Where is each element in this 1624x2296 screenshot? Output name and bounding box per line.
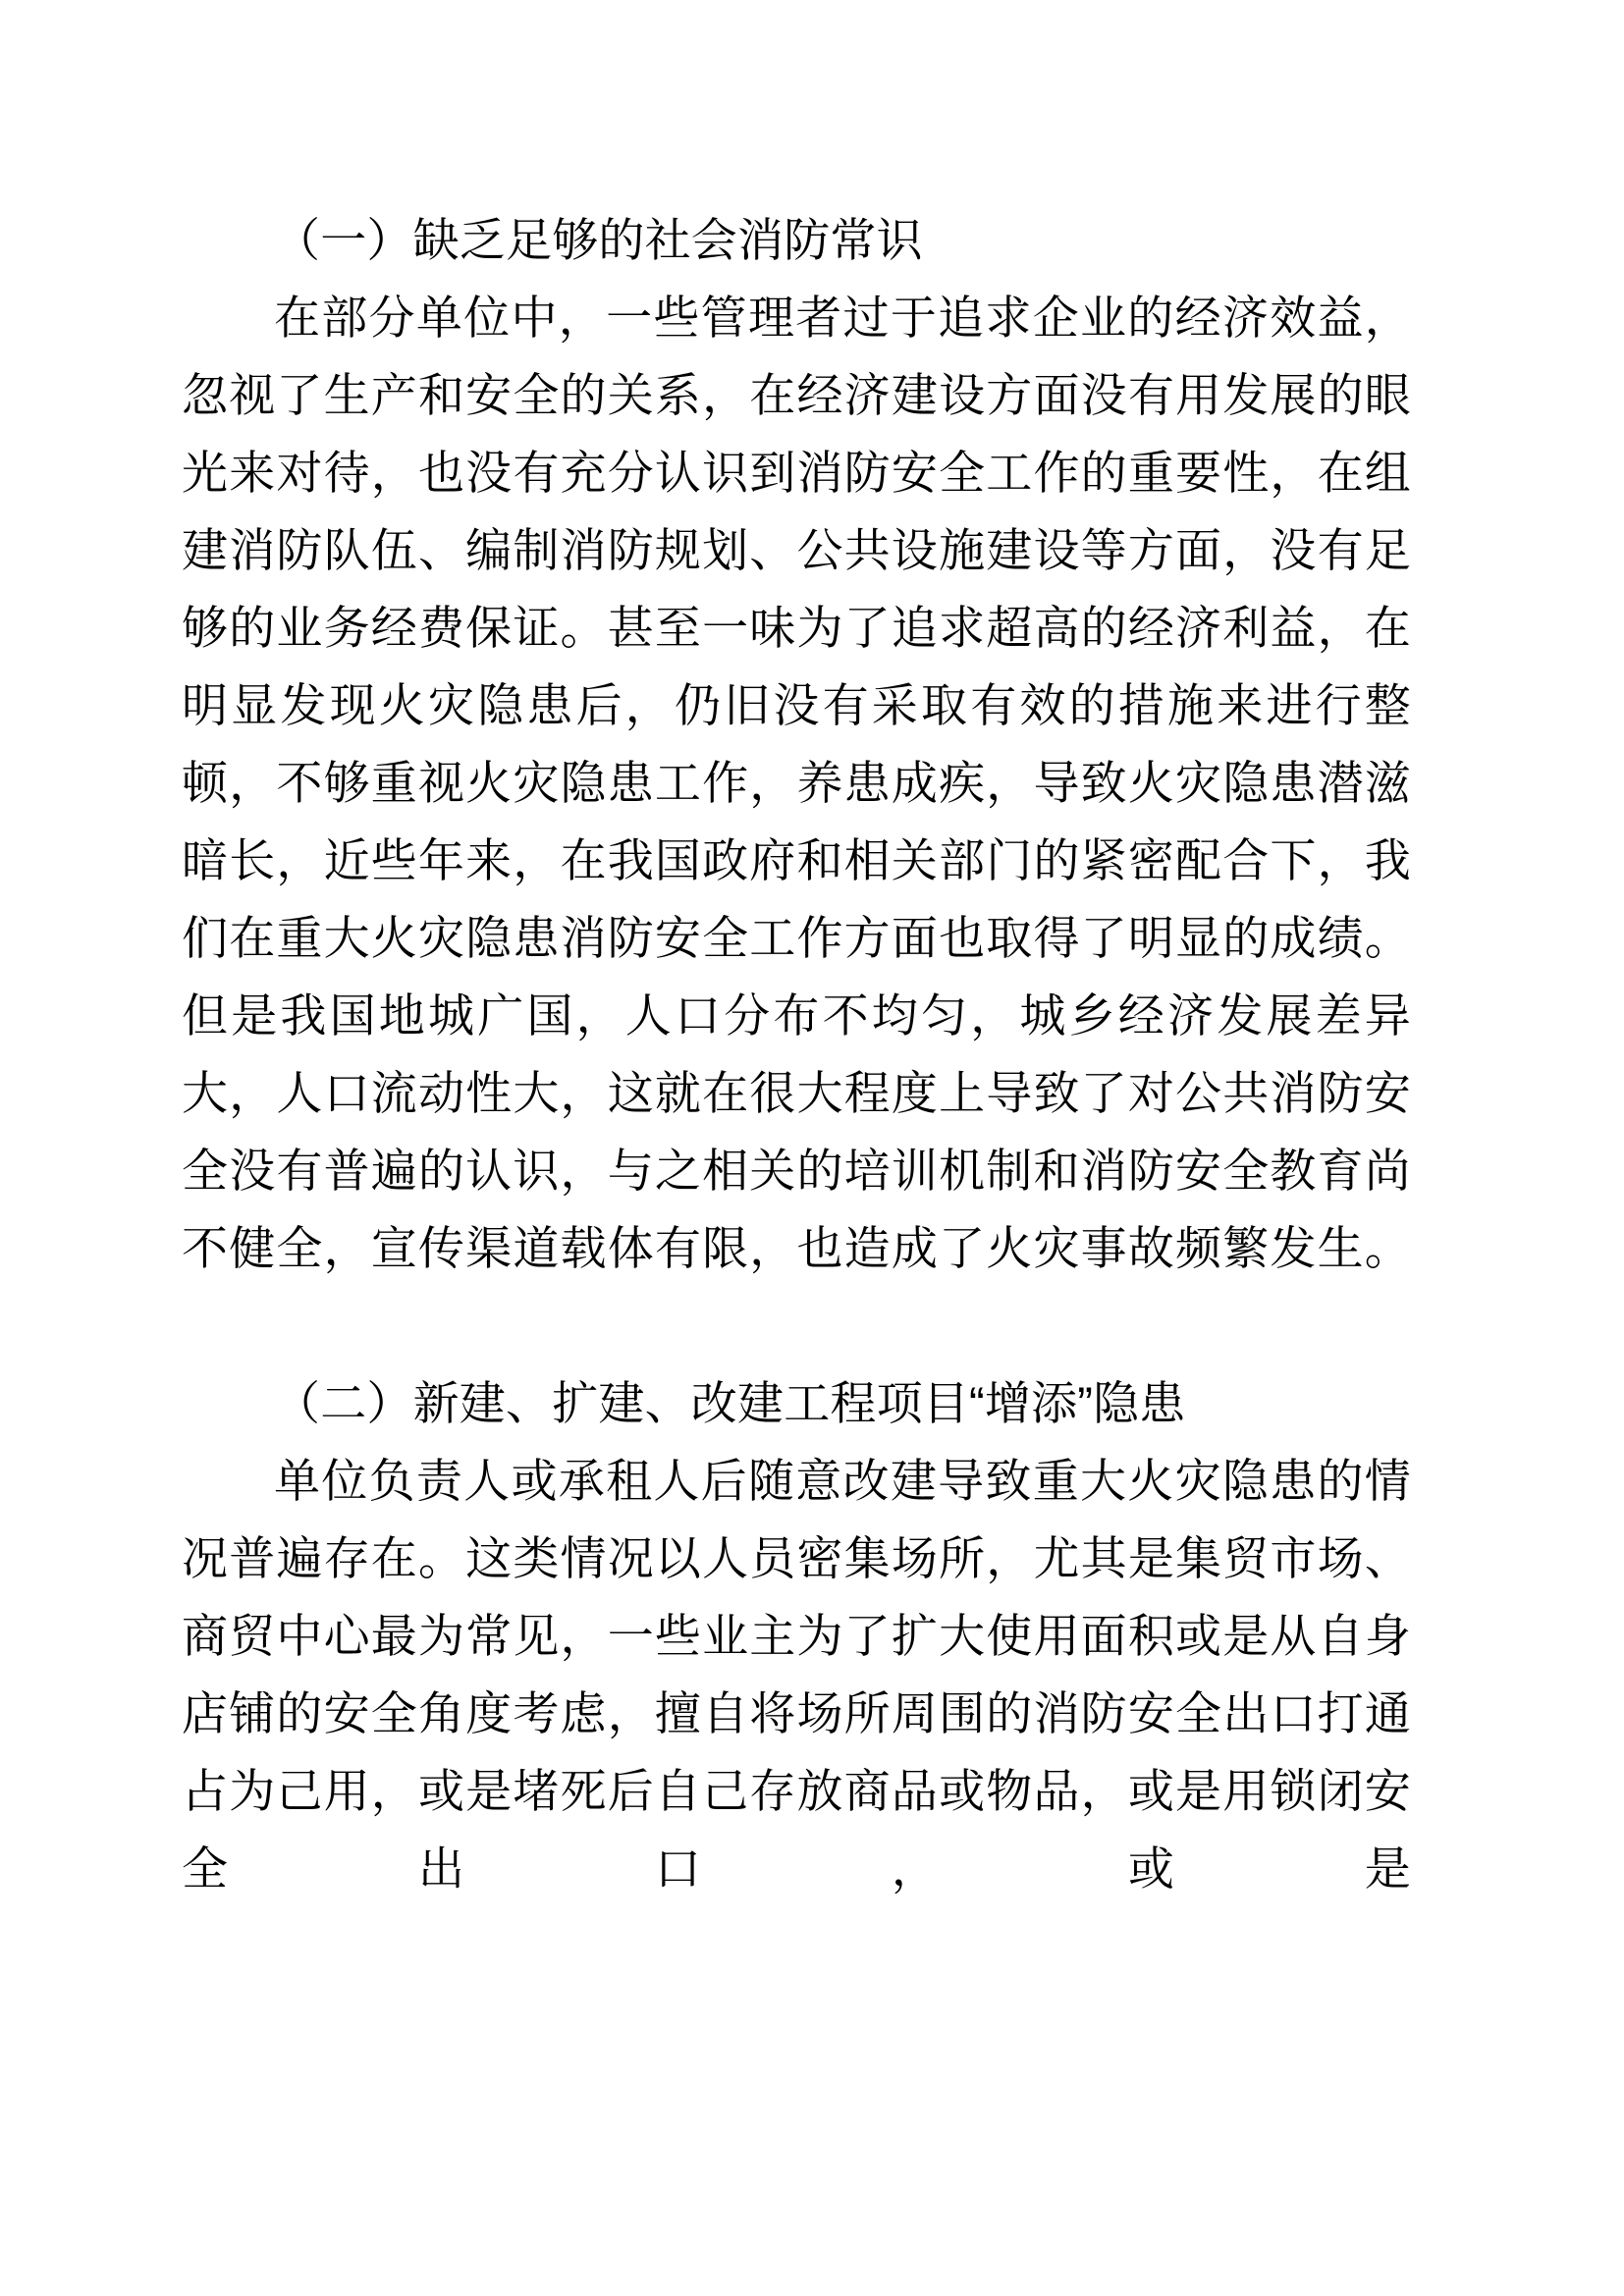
section-heading-one: （一）缺乏足够的社会消防常识 (274, 214, 923, 266)
document-text-column (182, 201, 1411, 1985)
section-two-paragraph: 单位负责人或承租人后随意改建导致重大火灾隐患的情况普遍存在。这类情况以人员密集场所，尤其是集贸市场、商贸中心最为常见，一些业主为了扩大使用面积或是从自身店铺的安全角度考虑，擅自将场所周围的消防安全出口打通占为己用，或是堵死后自己存放商品或物品，或是用锁闭安全出口，或是 (182, 1455, 1411, 1895)
section-heading-two: （二）新建、扩建、改建工程项目“增添”隐患 (274, 1377, 1186, 1429)
section-one-paragraph: 在部分单位中，一些管理者过于追求企业的经济效益，忽视了生产和安全的关系，在经济建设方面没有用发展的眼光来对待，也没有充分认识到消防安全工作的重要性，在组建消防队伍、编制消防规划、公共设施建设等方面，没有足够的业务经费保证。甚至一味为了追求超高的经济利益，在明显发现火灾隐患后，仍旧没有采取有效的措施来进行整顿，不够重视火灾隐患工作，养患成疾，导致火灾隐患潜滋暗长，近些年来，在我国政府和相关部门的紧密配合下，我们在重大火灾隐患消防安全工作方面也取得了明显的成绩。但是我国地城广国，人口分布不均匀，城乡经济发展差异大，人口流动性大，这就在很大程度上导致了对公共消防安全没有普遍的认识，与之相关的培训机制和消防安全教育尚不健全，宣传渠道载体有限，也造成了火灾事故频繁发生。 (182, 292, 1411, 1274)
